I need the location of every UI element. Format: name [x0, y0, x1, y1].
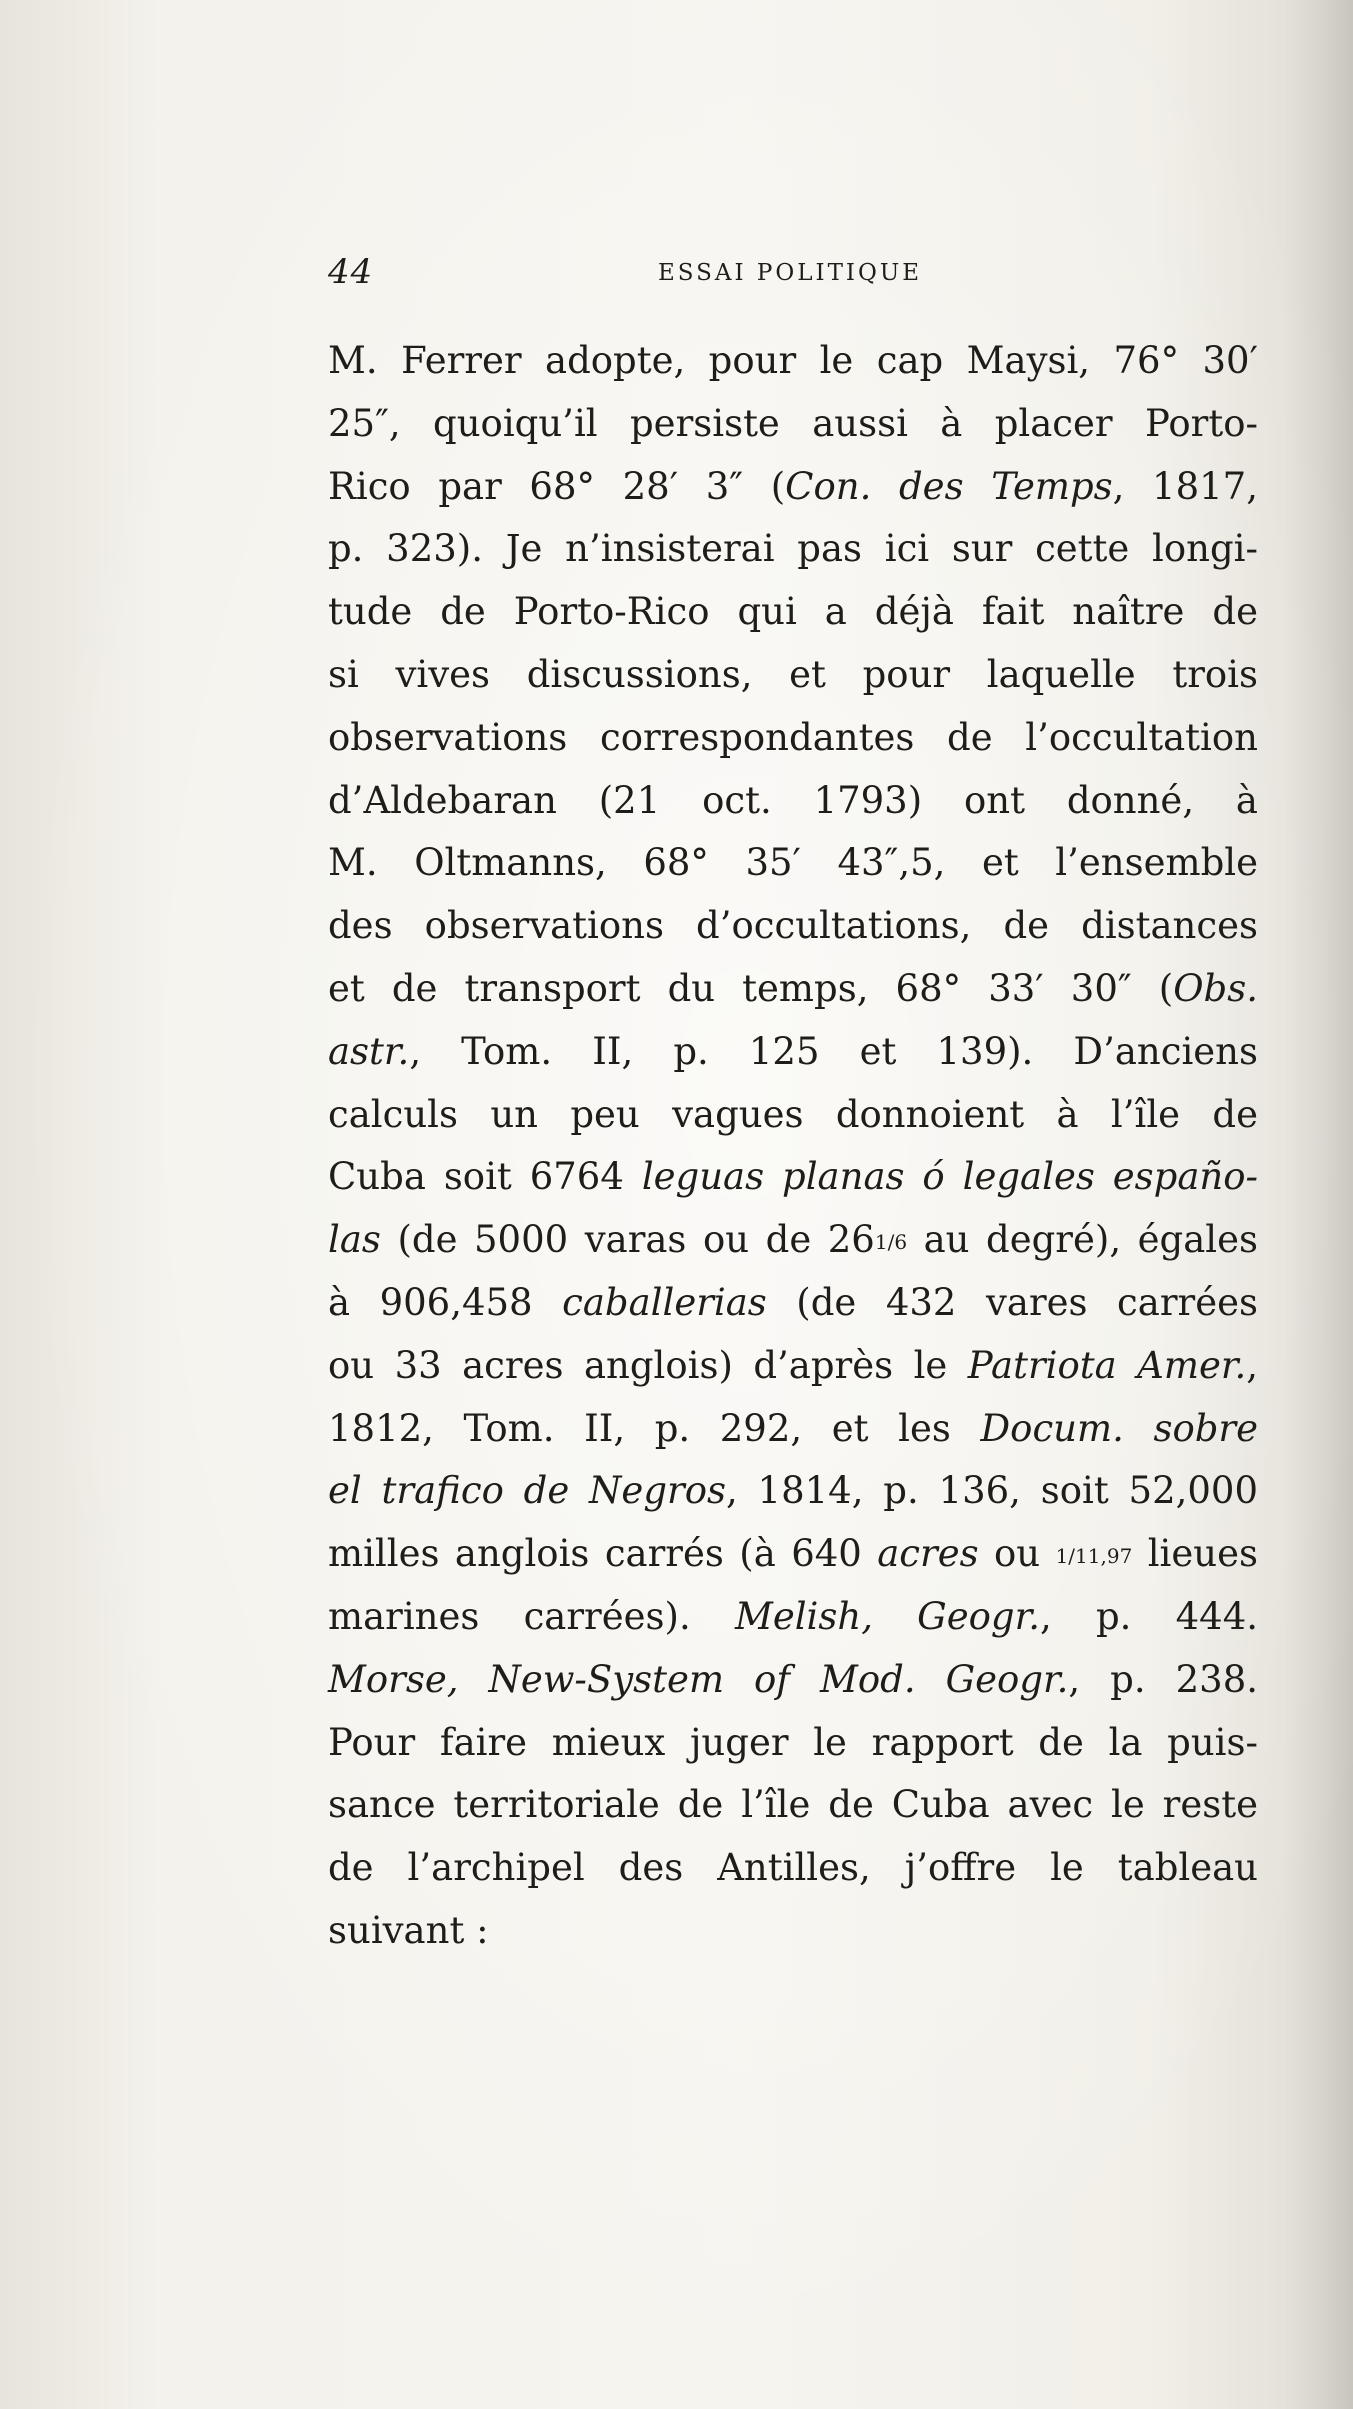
text-line: Pour faire mieux juger le rapport de la puis- — [328, 1720, 1258, 1764]
page-header — [328, 252, 1248, 292]
text-line: suivant : — [328, 1908, 489, 1952]
text-line: marines carrées). Melish, Geogr., p. 444. — [328, 1594, 1258, 1638]
text-line: astr., Tom. II, p. 125 et 139). D’anciens — [328, 1029, 1258, 1073]
text-line: observations correspondantes de l’occultation — [328, 715, 1258, 759]
text-line: ou 33 acres anglois) d’après le Patriota Amer., — [328, 1343, 1259, 1387]
running-head: ESSAI POLITIQUE — [658, 260, 923, 286]
fraction: 1/6 — [874, 1230, 908, 1255]
text-line: 1812, Tom. II, p. 292, et les Docum. sobre — [328, 1406, 1258, 1450]
text-line: Cuba soit 6764 leguas planas ó legales españo- — [328, 1155, 1258, 1199]
italic-title: astr. — [328, 1029, 410, 1073]
italic-title: Docum. sobre — [980, 1406, 1258, 1450]
italic-title: Melish, Geogr. — [734, 1594, 1040, 1638]
text-line: Morse, New-System of Mod. Geogr., p. 238. — [328, 1657, 1258, 1701]
text-line: las (de 5000 varas ou de 261/6 au degré), égales — [328, 1218, 1258, 1262]
italic-title: Morse, New-System of Mod. Geogr. — [328, 1657, 1069, 1701]
text-line: si vives discussions, et pour laquelle trois — [328, 652, 1258, 696]
gutter-shadow — [1283, 0, 1353, 2409]
text-line: M. Oltmanns, 68° 35′ 43″,5, et l’ensemble — [328, 841, 1258, 885]
text-line: tude de Porto-Rico qui a déjà fait naître de — [328, 590, 1258, 634]
text-line: de l’archipel des Antilles, j’offre le tableau — [328, 1846, 1258, 1890]
fraction: 1/11,97 — [1055, 1544, 1133, 1569]
italic-term: las — [328, 1218, 381, 1262]
italic-term: leguas planas ó legales españo- — [641, 1155, 1258, 1199]
text-line: sance territoriale de l’île de Cuba avec le reste — [328, 1783, 1258, 1827]
text-line: à 906,458 caballerias (de 432 vares carrées — [328, 1280, 1258, 1324]
text-line: calculs un peu vagues donnoient à l’île de — [328, 1092, 1258, 1136]
body-text — [328, 330, 1258, 1963]
text-line: milles anglois carrés (à 640 acres ou 1/11,97 lieues — [328, 1532, 1258, 1576]
italic-term: caballerias — [562, 1280, 767, 1324]
text-line: M. Ferrer adopte, pour le cap Maysi, 76° 30′ — [328, 339, 1258, 382]
text-line: Rico par 68° 28′ 3″ (Con. des Temps, 1817, — [328, 464, 1258, 508]
page-number: 44 — [328, 252, 374, 292]
italic-title: Con. des Temps — [785, 464, 1113, 508]
text-line: d’Aldebaran (21 oct. 1793) ont donné, à — [328, 778, 1258, 822]
italic-term: acres — [877, 1532, 979, 1576]
text-line: el trafico de Negros, 1814, p. 136, soit 52,000 — [328, 1469, 1259, 1513]
italic-title: Obs. — [1173, 966, 1258, 1010]
italic-title: Patriota Amer. — [967, 1343, 1247, 1387]
text-line: p. 323). Je n’insisterai pas ici sur cette longi- — [328, 527, 1258, 571]
italic-title: el trafico de Negros — [328, 1469, 726, 1513]
text-line: des observations d’occultations, de distances — [328, 904, 1258, 948]
text-line: et de transport du temps, 68° 33′ 30″ (Obs. — [328, 966, 1258, 1010]
text-line: 25″, quoiqu’il persiste aussi à placer Porto- — [328, 401, 1258, 445]
